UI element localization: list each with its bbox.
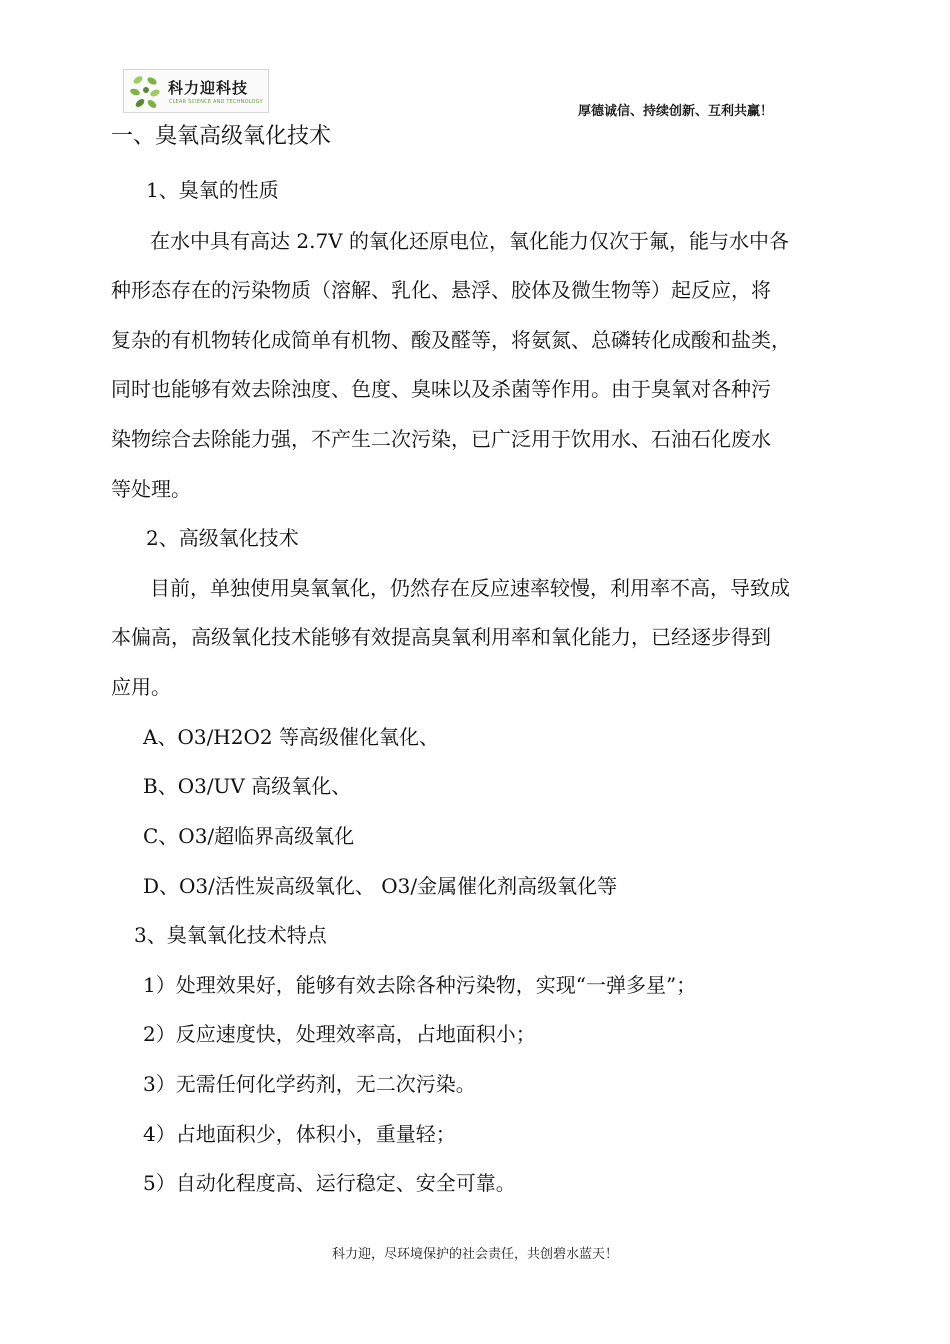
section3-list-item: 2）反应速度快，处理效率高，占地面积小； xyxy=(143,1022,536,1046)
logo-subtitle: CLEAR SCIENCE AND TECHNOLOGY xyxy=(169,99,263,105)
logo-company-name: 科力迎科技 xyxy=(168,79,249,97)
leaf-logo-icon xyxy=(128,72,164,112)
section1-line: 复杂的有机物转化成简单有机物、酸及醛等，将氨氮、总磷转化成酸和盐类， xyxy=(111,328,791,352)
section2-list-item: A、O3/H2O2 等高级催化氧化、 xyxy=(143,725,439,749)
section2-list-item: B、O3/UV 高级氧化、 xyxy=(143,774,352,798)
section3-list-item: 1）处理效果好，能够有效去除各种污染物，实现“一弹多星”； xyxy=(143,973,697,997)
section1-line: 种形态存在的污染物质（溶解、乳化、悬浮、胶体及微生物等）起反应，将 xyxy=(111,278,771,302)
header-slogan: 厚德诚信、持续创新、互利共赢！ xyxy=(578,104,774,119)
section1-heading: 1、臭氧的性质 xyxy=(146,178,279,202)
section1-line: 同时也能够有效去除浊度、色度、臭味以及杀菌等作用。由于臭氧对各种污 xyxy=(111,377,771,401)
section1-line: 染物综合去除能力强，不产生二次污染，已广泛用于饮用水、石油石化废水 xyxy=(111,427,771,451)
section1-line: 等处理。 xyxy=(111,477,191,501)
document-title: 一、臭氧高级氧化技术 xyxy=(111,124,332,149)
section2-line: 目前，单独使用臭氧氧化，仍然存在反应速率较慢，利用率不高，导致成 xyxy=(150,576,790,600)
section3-list-item: 5）自动化程度高、运行稳定、安全可靠。 xyxy=(143,1171,516,1195)
company-logo xyxy=(123,69,269,113)
section2-heading: 2、高级氧化技术 xyxy=(146,526,299,550)
page-footer: 科力迎，尽环境保护的社会责任，共创碧水蓝天！ xyxy=(331,1247,618,1262)
section1-line: 在水中具有高达 2.7V 的氧化还原电位，氧化能力仅次于氟，能与水中各 xyxy=(150,229,789,253)
section2-line: 应用。 xyxy=(111,675,171,699)
section3-list-item: 3）无需任何化学药剂，无二次污染。 xyxy=(143,1072,476,1096)
section3-list-item: 4）占地面积少，体积小，重量轻； xyxy=(143,1122,456,1146)
section2-list-item: C、O3/超临界高级氧化 xyxy=(143,824,355,848)
section3-heading: 3、臭氧氧化技术特点 xyxy=(134,923,327,947)
section2-list-item: D、O3/活性炭高级氧化、 O3/金属催化剂高级氧化等 xyxy=(143,874,618,898)
section2-line: 本偏高，高级氧化技术能够有效提高臭氧利用率和氧化能力，已经逐步得到 xyxy=(111,625,771,649)
